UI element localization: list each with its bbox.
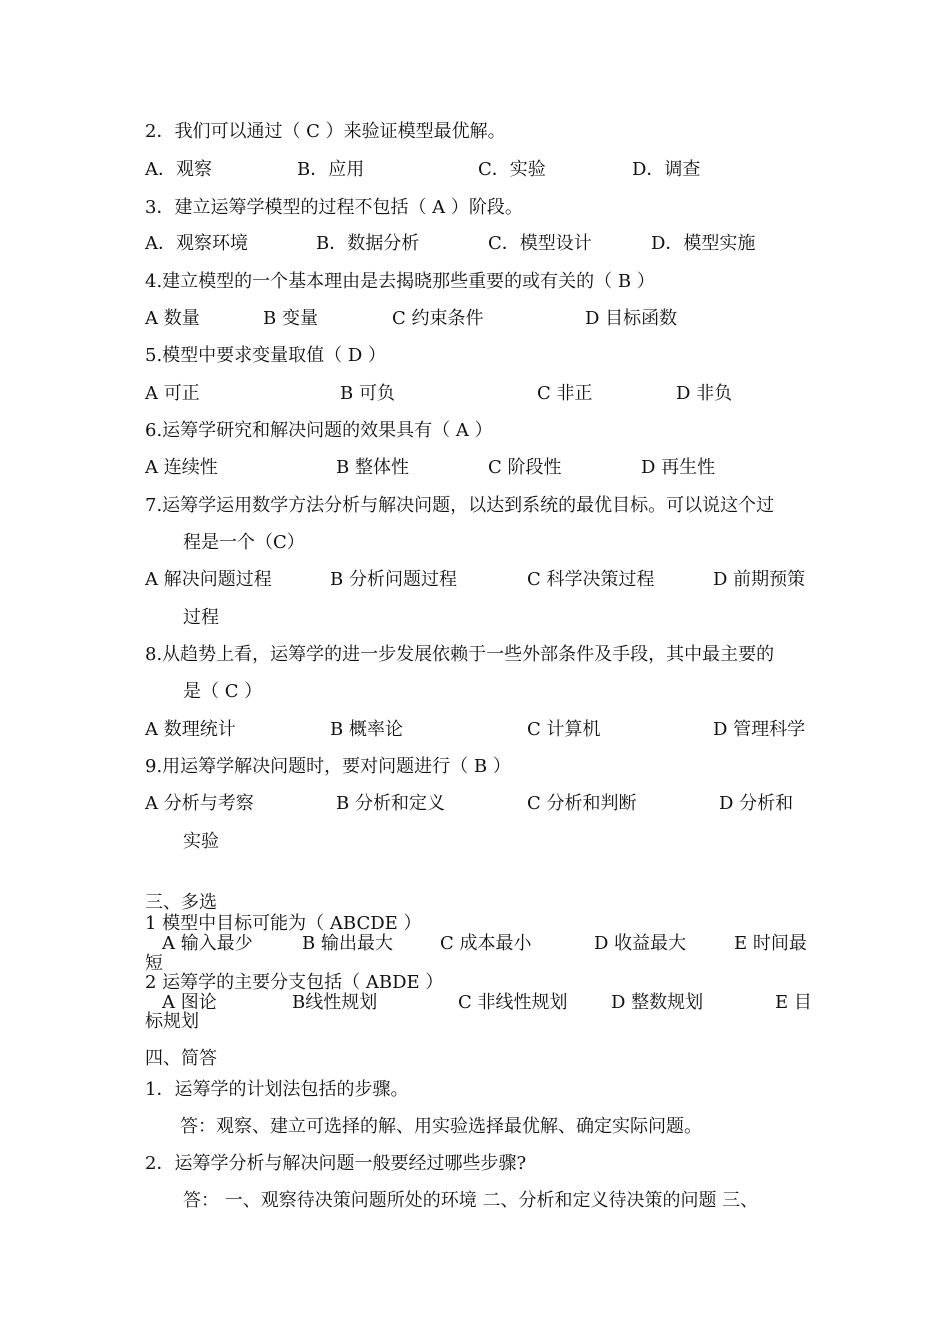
q9-option-a: A 分析与考察 <box>145 793 254 814</box>
q8-option-c: C 计算机 <box>527 719 601 740</box>
q6-option-c: C 阶段性 <box>488 457 562 478</box>
q7-option-d: D 前期预策 <box>713 569 806 590</box>
q9-option-c: C 分析和判断 <box>527 793 637 814</box>
short-question-1: 1．运筹学的计划法包括的步骤。 <box>145 1079 409 1100</box>
q3-option-d: D．模型实施 <box>651 233 756 254</box>
m1-option-b: B 输出最大 <box>302 933 393 954</box>
q7-option-d-continued: 过程 <box>183 607 219 628</box>
q9-option-d: D 分析和 <box>719 793 794 814</box>
q7-option-a: A 解决问题过程 <box>145 569 272 590</box>
q4-option-a: A 数量 <box>145 308 200 329</box>
q5-option-c: C 非正 <box>537 383 593 404</box>
section-3-heading: 三、多选 <box>145 892 217 913</box>
short-answer-1: 答：观察、建立可选择的解、用实验选择最优解、确定实际问题。 <box>180 1116 702 1137</box>
q5-option-a: A 可正 <box>145 383 200 404</box>
q5-option-d: D 非负 <box>676 383 733 404</box>
question-7-line-2: 程是一个（C） <box>183 532 305 553</box>
q6-option-d: D 再生性 <box>641 457 716 478</box>
short-question-2: 2．运筹学分析与解决问题一般要经过哪些步骤? <box>145 1153 527 1174</box>
q3-option-a: A．观察环境 <box>145 233 248 254</box>
m2-option-c: C 非线性规划 <box>458 992 568 1013</box>
q4-option-b: B 变量 <box>263 308 318 329</box>
question-2: 2．我们可以通过（ C ）来验证模型最优解。 <box>145 121 506 142</box>
q6-option-b: B 整体性 <box>336 457 409 478</box>
q7-option-b: B 分析问题过程 <box>330 569 457 590</box>
q5-option-b: B 可负 <box>340 383 395 404</box>
question-3: 3．建立运筹学模型的过程不包括（ A ）阶段。 <box>145 197 523 218</box>
q2-option-d: D．调查 <box>632 159 701 180</box>
m2-option-d: D 整数规划 <box>611 992 704 1013</box>
q3-option-b: B．数据分析 <box>316 233 420 254</box>
m2-option-e: E 目 <box>775 992 812 1013</box>
q6-option-a: A 连续性 <box>145 457 218 478</box>
m2-option-e-continued: 标规划 <box>145 1011 199 1032</box>
q4-option-d: D 目标函数 <box>585 308 678 329</box>
question-9: 9.用运筹学解决问题时，要对问题进行（ B ） <box>145 756 511 777</box>
m1-option-d: D 收益最大 <box>594 933 687 954</box>
section-4-heading: 四、简答 <box>145 1048 217 1069</box>
q8-option-d: D 管理科学 <box>713 719 806 740</box>
q3-option-c: C．模型设计 <box>488 233 592 254</box>
q9-option-b: B 分析和定义 <box>336 793 445 814</box>
q2-option-c: C．实验 <box>478 159 546 180</box>
question-6: 6.运筹学研究和解决问题的效果具有（ A ） <box>145 420 493 441</box>
multi-question-2: 2 运筹学的主要分支包括（ ABDE ） <box>145 972 444 993</box>
question-4: 4.建立模型的一个基本理由是去揭晓那些重要的或有关的（ B ） <box>145 271 655 292</box>
q9-option-d-continued: 实验 <box>183 831 219 852</box>
m1-option-a: A 输入最少 <box>162 933 253 954</box>
q8-option-a: A 数理统计 <box>145 719 236 740</box>
q8-option-b: B 概率论 <box>330 719 403 740</box>
q2-option-a: A．观察 <box>145 159 212 180</box>
q7-option-c: C 科学决策过程 <box>527 569 655 590</box>
q4-option-c: C 约束条件 <box>392 308 484 329</box>
m1-option-e: E 时间最 <box>734 933 807 954</box>
question-5: 5.模型中要求变量取值（ D ） <box>145 345 387 366</box>
q2-option-b: B．应用 <box>297 159 365 180</box>
question-8-line-2: 是（ C ） <box>183 681 263 702</box>
question-7-line-1: 7.运筹学运用数学方法分析与解决问题，以达到系统的最优目标。可以说这个过 <box>145 495 775 516</box>
m1-option-e-continued: 短 <box>145 953 163 974</box>
multi-question-1: 1 模型中目标可能为（ ABCDE ） <box>145 913 422 934</box>
question-8-line-1: 8.从趋势上看，运筹学的进一步发展依赖于一些外部条件及手段，其中最主要的 <box>145 644 775 665</box>
m1-option-c: C 成本最小 <box>440 933 532 954</box>
m2-option-b: B线性规划 <box>292 992 378 1013</box>
m2-option-a: A 图论 <box>162 992 217 1013</box>
short-answer-2: 答： 一、观察待决策问题所处的环境 二、分析和定义待决策的问题 三、 <box>183 1190 759 1211</box>
